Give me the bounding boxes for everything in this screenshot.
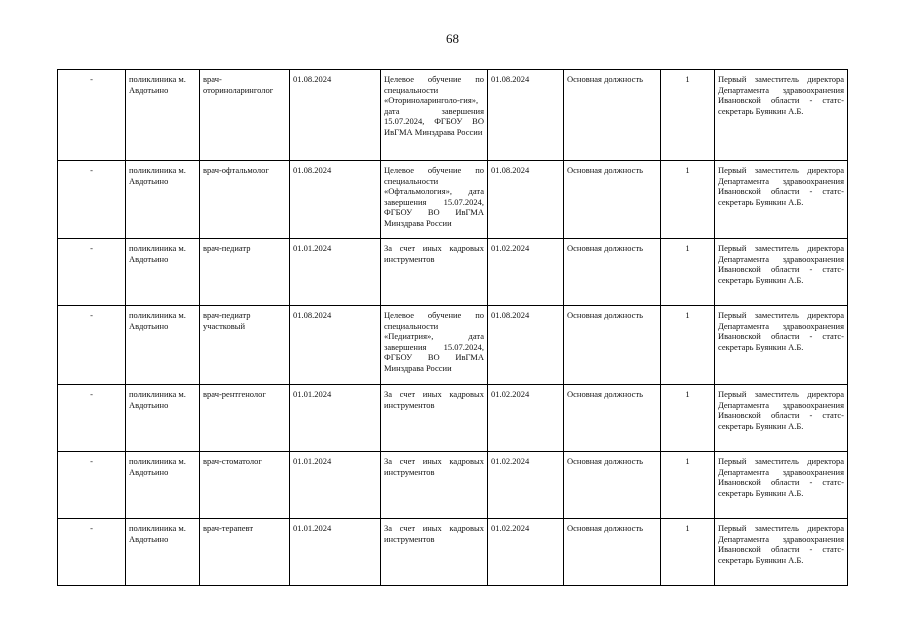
- organization-cell: поликлиника м. Авдотьино: [126, 306, 200, 385]
- position-cell: врач-офтальмолог: [200, 161, 290, 239]
- responsible-cell: Первый заместитель директора Департамента здравоохранения Ивановской области - статс-секретарь Буянкин А.Б.: [715, 385, 848, 452]
- position-cell: врач-терапевт: [200, 519, 290, 586]
- position-cell: врач-педиатр: [200, 239, 290, 306]
- organization-cell: поликлиника м. Авдотьино: [126, 161, 200, 239]
- position-cell: врач-стоматолог: [200, 452, 290, 519]
- start-date-cell: 01.08.2024: [290, 70, 381, 161]
- quantity-cell: 1: [661, 519, 715, 586]
- table-row: [58, 306, 848, 385]
- organization-cell: поликлиника м. Авдотьино: [126, 452, 200, 519]
- quantity-cell: 1: [661, 385, 715, 452]
- start-date-cell: 01.08.2024: [290, 161, 381, 239]
- page-number: 68: [446, 31, 459, 46]
- source-cell: Целевое обучение по специальности «Оториноларинголо-гия», дата завершения 15.07.2024, ФГБОУ ВО ИвГМА Минздрава России: [381, 70, 488, 161]
- source-cell: За счет иных кадровых инструментов: [381, 519, 488, 586]
- row-number-cell: -: [58, 239, 126, 306]
- quantity-cell: 1: [661, 161, 715, 239]
- row-number-cell: -: [58, 519, 126, 586]
- position-type-cell: Основная должность: [564, 70, 661, 161]
- organization-cell: поликлиника м. Авдотьино: [126, 70, 200, 161]
- row-number-cell: -: [58, 70, 126, 161]
- quantity-cell: 1: [661, 452, 715, 519]
- source-cell: За счет иных кадровых инструментов: [381, 239, 488, 306]
- table-row: [58, 519, 848, 586]
- start-date-cell: 01.01.2024: [290, 452, 381, 519]
- responsible-cell: Первый заместитель директора Департамента здравоохранения Ивановской области - статс-секретарь Буянкин А.Б.: [715, 306, 848, 385]
- position-type-cell: Основная должность: [564, 306, 661, 385]
- position-type-cell: Основная должность: [564, 385, 661, 452]
- position-type-cell: Основная должность: [564, 519, 661, 586]
- start-date-cell: 01.01.2024: [290, 519, 381, 586]
- quantity-cell: 1: [661, 239, 715, 306]
- source-cell: Целевое обучение по специальности «Офтальмология», дата завершения 15.07.2024, ФГБОУ ВО ИвГМА Минздрава России: [381, 161, 488, 239]
- table-row: [58, 452, 848, 519]
- row-number-cell: -: [58, 452, 126, 519]
- responsible-cell: Первый заместитель директора Департамента здравоохранения Ивановской области - статс-секретарь Буянкин А.Б.: [715, 239, 848, 306]
- position-cell: врач-оториноларинголог: [200, 70, 290, 161]
- source-cell: За счет иных кадровых инструментов: [381, 385, 488, 452]
- start-date-cell: 01.01.2024: [290, 385, 381, 452]
- position-type-cell: Основная должность: [564, 161, 661, 239]
- position-type-cell: Основная должность: [564, 239, 661, 306]
- table-row: [58, 385, 848, 452]
- start-date-cell: 01.01.2024: [290, 239, 381, 306]
- fill-date-cell: 01.08.2024: [488, 306, 564, 385]
- table-row: [58, 161, 848, 239]
- table-row: [58, 239, 848, 306]
- fill-date-cell: 01.02.2024: [488, 519, 564, 586]
- responsible-cell: Первый заместитель директора Департамента здравоохранения Ивановской области - статс-секретарь Буянкин А.Б.: [715, 452, 848, 519]
- responsible-cell: Первый заместитель директора Департамента здравоохранения Ивановской области - статс-секретарь Буянкин А.Б.: [715, 519, 848, 586]
- organization-cell: поликлиника м. Авдотьино: [126, 385, 200, 452]
- row-number-cell: -: [58, 161, 126, 239]
- fill-date-cell: 01.02.2024: [488, 239, 564, 306]
- responsible-cell: Первый заместитель директора Департамента здравоохранения Ивановской области - статс-секретарь Буянкин А.Б.: [715, 70, 848, 161]
- fill-date-cell: 01.02.2024: [488, 452, 564, 519]
- position-type-cell: Основная должность: [564, 452, 661, 519]
- responsible-cell: Первый заместитель директора Департамента здравоохранения Ивановской области - статс-секретарь Буянкин А.Б.: [715, 161, 848, 239]
- start-date-cell: 01.08.2024: [290, 306, 381, 385]
- fill-date-cell: 01.02.2024: [488, 385, 564, 452]
- position-cell: врач-рентгенолог: [200, 385, 290, 452]
- row-number-cell: -: [58, 385, 126, 452]
- staffing-table: [57, 69, 848, 586]
- table-body: [58, 70, 848, 586]
- organization-cell: поликлиника м. Авдотьино: [126, 239, 200, 306]
- organization-cell: поликлиника м. Авдотьино: [126, 519, 200, 586]
- position-cell: врач-педиатр участковый: [200, 306, 290, 385]
- source-cell: Целевое обучение по специальности «Педиатрия», дата завершения 15.07.2024, ФГБОУ ВО ИвГМА Минздрава России: [381, 306, 488, 385]
- row-number-cell: -: [58, 306, 126, 385]
- fill-date-cell: 01.08.2024: [488, 70, 564, 161]
- quantity-cell: 1: [661, 306, 715, 385]
- fill-date-cell: 01.08.2024: [488, 161, 564, 239]
- table-row: [58, 70, 848, 161]
- quantity-cell: 1: [661, 70, 715, 161]
- source-cell: За счет иных кадровых инструментов: [381, 452, 488, 519]
